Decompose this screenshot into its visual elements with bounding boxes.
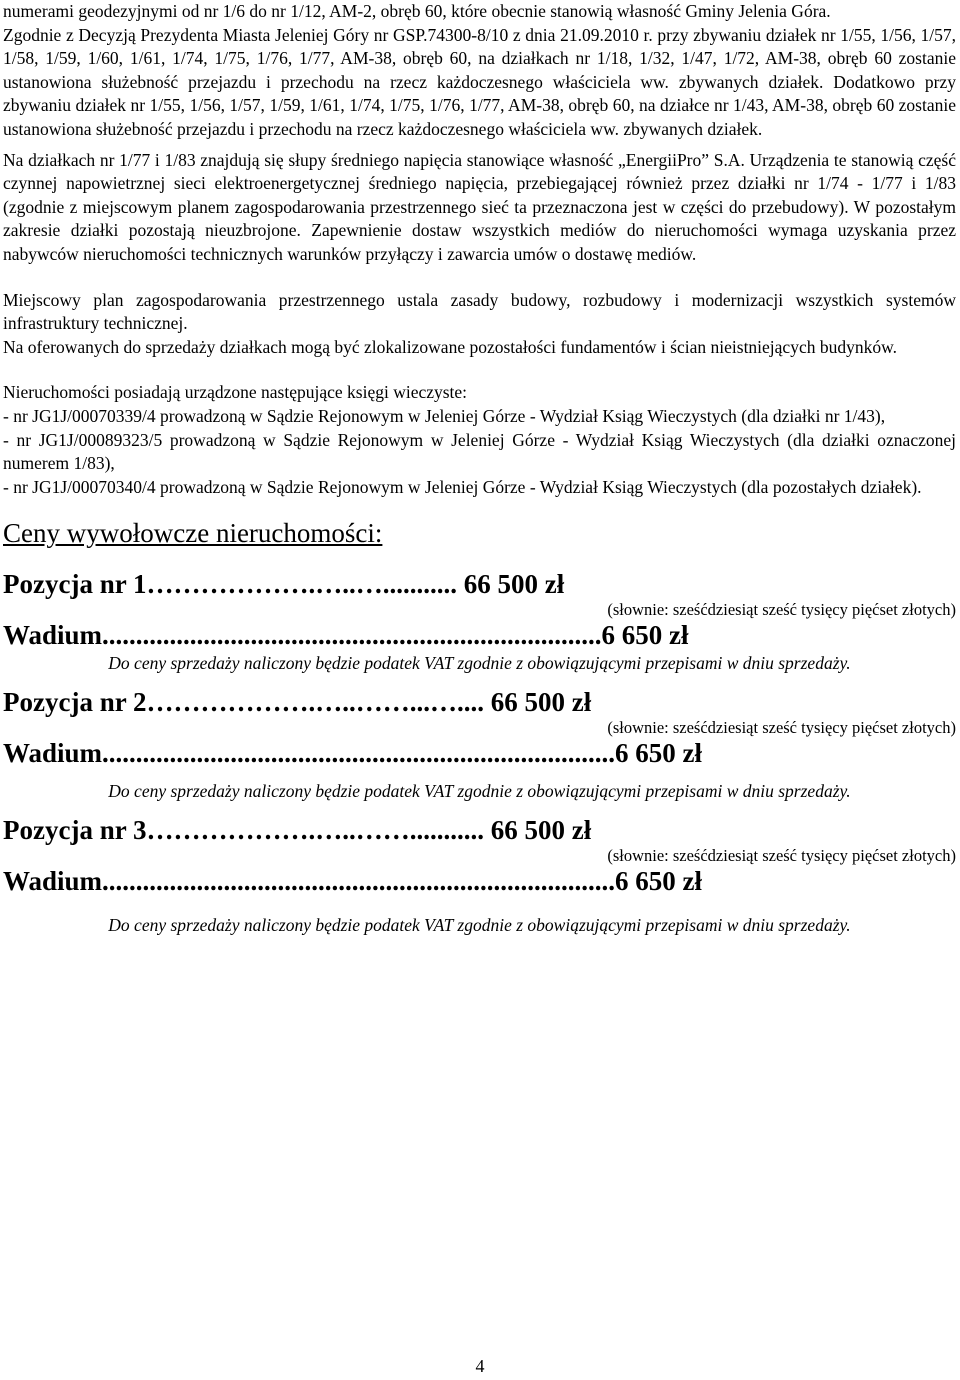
- wadium-amount: 6 650 zł: [615, 866, 703, 897]
- wadium-amount: 6 650 zł: [601, 620, 689, 651]
- paragraph-foundations: Na oferowanych do sprzedaży działkach mogą być zlokalizowane pozostałości fundamentów i ścian nieistniejących budynków.: [3, 336, 897, 357]
- price-in-words: (słownie: sześćdziesiąt sześć tysięcy pięćset złotych): [607, 846, 956, 866]
- leader-dots: ……………….…..……...........: [146, 815, 484, 846]
- land-registry-item: - nr JG1J/00089323/5 prowadzoną w Sądzie Rejonowym w Jeleniej Górze - Wydział Ksiąg Wieczystych (dla działki oznaczonej numerem 1/83),: [3, 429, 956, 474]
- wadium-label: Wadium: [3, 866, 103, 897]
- wadium-line: [3, 738, 956, 769]
- wadium-line: [3, 866, 956, 897]
- position-block-3: [3, 815, 956, 937]
- position-price-line: [3, 569, 956, 600]
- position-block-1: [3, 569, 956, 675]
- land-registry-item: - nr JG1J/00070339/4 prowadzoną w Sądzie Rejonowym w Jeleniej Górze - Wydział Ksiąg Wieczystych (dla działki nr 1/43),: [3, 405, 886, 426]
- vat-note: Do ceny sprzedaży naliczony będzie podatek VAT zgodnie z obowiązującymi przepisami w dniu sprzedaży.: [108, 915, 851, 936]
- paragraph-zoning-plan: Miejscowy plan zagospodarowania przestrzennego ustala zasady budowy, rozbudowy i modernizacji wszystkich systemów infrastruktury technicznej.: [3, 289, 956, 334]
- position-price: 66 500 zł: [456, 569, 565, 600]
- wadium-label: Wadium: [3, 620, 103, 651]
- leader-dots: ..........................................................................: [102, 620, 602, 651]
- prices-heading: Ceny wywołowcze nieruchomości:: [3, 518, 383, 549]
- paragraph-power-poles: Na działkach nr 1/77 i 1/83 znajdują się słupy średniego napięcia stanowiące własność „EnergiiPro” S.A. Urządzenia te stanowią część czynnej napowietrznej sieci elektroenergetycznej średniego napięcia, przebiegającej również przez działki nr 1/74 - 1/77 i 1/83 (zgodnie z miejscowym planem zagospodarowania przestrzennego sieć ta przeznaczona jest w części do przebudowy). W pozostałym zakresie działki pozostają nieuzbrojone. Zapewnienie dostaw wszystkich mediów do nieruchomości wymaga uzyskania przez nabywców nieruchomości technicznych warunków przyłączy i zawarcia umów o dostawę mediów.: [3, 149, 956, 264]
- leader-dots: ……………….…..……...…....: [146, 687, 484, 718]
- position-price: 66 500 zł: [483, 687, 592, 718]
- wadium-label: Wadium: [3, 738, 103, 769]
- land-registry-item: - nr JG1J/00070340/4 prowadzoną w Sądzie Rejonowym w Jeleniej Górze - Wydział Ksiąg Wieczystych (dla pozostałych działek).: [3, 476, 922, 497]
- wadium-line: [3, 620, 956, 651]
- position-price-line: [3, 815, 956, 846]
- position-price-line: [3, 687, 956, 718]
- paragraph-ownership: numerami geodezyjnymi od nr 1/6 do nr 1/12, AM-2, obręb 60, które obecnie stanowią własność Gminy Jelenia Góra.: [3, 1, 831, 21]
- page-number: 4: [475, 1356, 485, 1376]
- position-price: 66 500 zł: [483, 815, 592, 846]
- position-label: Pozycja nr 3: [3, 815, 147, 846]
- leader-dots: ……………….…..…...........: [146, 569, 457, 600]
- land-registry-intro: Nieruchomości posiadają urządzone następujące księgi wieczyste:: [3, 382, 468, 403]
- leader-dots: ............................................................................: [102, 866, 616, 897]
- position-label: Pozycja nr 2: [3, 687, 147, 718]
- document-page: [3, 0, 956, 937]
- price-in-words: (słownie: sześćdziesiąt sześć tysięcy pięćset złotych): [607, 718, 956, 738]
- land-registry-section: [3, 381, 956, 499]
- vat-note: Do ceny sprzedaży naliczony będzie podatek VAT zgodnie z obowiązującymi przepisami w dniu sprzedaży.: [108, 781, 851, 802]
- leader-dots: ............................................................................: [102, 738, 616, 769]
- paragraph-easement-decision: Zgodnie z Decyzją Prezydenta Miasta Jeleniej Góry nr GSP.74300-8/10 z dnia 21.09.2010 r. przy zbywaniu działek nr 1/55, 1/56, 1/57, 1/58, 1/59, 1/60, 1/61, 1/74, 1/75, 1/76, 1/77, AM-38, obręb 60, na działkach nr 1/18, 1/32, 1/47, 1/72, AM-38, obręb 60 zostanie ustanowiona służebność przejazdu i przechodu na rzecz każdoczesnego właściciela ww. zbywanych działek. Dodatkowo przy zbywaniu działek nr 1/55, 1/56, 1/57, 1/59, 1/61, 1/74, 1/75, 1/76, 1/77, AM-38, obręb 60, na działce nr 1/43, AM-38, obręb 60 zostanie ustanowiona służebność przejazdu i przechodu na rzecz każdoczesnego właściciela ww. zbywanych działek.: [3, 24, 956, 139]
- vat-note: Do ceny sprzedaży naliczony będzie podatek VAT zgodnie z obowiązującymi przepisami w dniu sprzedaży.: [108, 653, 851, 674]
- price-in-words: (słownie: sześćdziesiąt sześć tysięcy pięćset złotych): [607, 600, 956, 620]
- position-block-2: [3, 687, 956, 803]
- position-label: Pozycja nr 1: [3, 569, 147, 600]
- wadium-amount: 6 650 zł: [615, 738, 703, 769]
